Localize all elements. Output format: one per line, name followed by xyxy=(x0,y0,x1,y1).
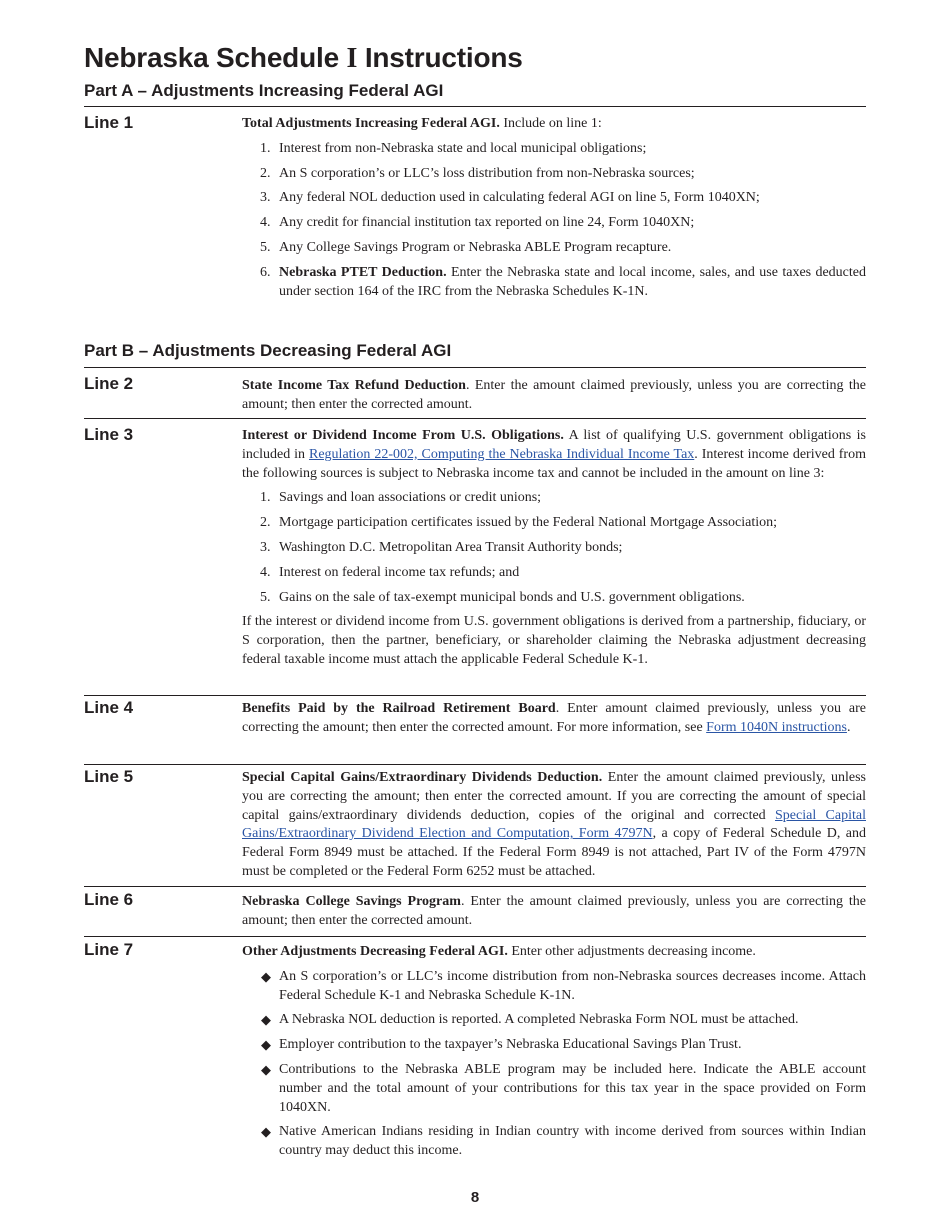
line-3-body: Interest or Dividend Income From U.S. Obligations. A list of qualifying U.S. government obligations is included in Regulation 22-002, Computing the Nebraska Individual Income Tax. Interest income derived from the following sources is subject to Nebraska income tax and cannot be included in the amount on line 3: 1. Savings and loan associations or credit unions; 2. Mortgage participation certificates issued by the Federal National Mortgage Association; 3. Washington D.C. Metropolitan Area Transit Authority bonds; 4. Interest on federal income tax refunds; and 5. Gains on the sale of tax-exempt municipal bonds and U.S. government obligations. If the interest or dividend income from U.S. government obligations is derived from a partnership, fiduciary, or S corporation, then the partner, beneficiary, or shareholder claiming the Nebraska adjustment decreasing federal taxable income must attach the applicable Federal Schedule K-1. xyxy=(242,428,866,667)
line-3-label: Line 3 xyxy=(84,425,134,444)
list-item: 3. Washington D.C. Metropolitan Area Transit Authority bonds; xyxy=(260,539,623,555)
diamond-bullet-icon: ◆ xyxy=(261,1124,271,1140)
list-item: 6. Nebraska PTET Deduction. Enter the Nebraska state and local income, sales, and use taxes deducted under section 164 of the IRC from the Nebraska Schedules K-1N. xyxy=(260,264,867,299)
part-a-rule xyxy=(84,106,866,107)
line-7-body: Other Adjustments Decreasing Federal AGI. Enter other adjustments decreasing income. ◆ An S corporation’s or LLC’s income distribution from non-Nebraska sources decreases income. Attach Federal Schedule K-1 and Nebraska Schedule K-1N. ◆ A Nebraska NOL deduction is reported. A completed Nebraska Form NOL must be attached. ◆ Employer contribution to the taxpayer’s Nebraska Educational Savings Plan Trust. ◆ Contributions to the Nebraska ABLE program may be included here. Indicate the ABLE account number and the total amount of your contributions for this tax year in the space provided on Form 1040XN. ◆ Native American Indians residing in Indian country with income derived from sources within Indian country may deduct this income. xyxy=(242,943,866,1167)
diamond-bullet-icon: ◆ xyxy=(261,1037,271,1053)
page-number: 8 xyxy=(470,1189,480,1206)
page-title: Nebraska Schedule I Instructions xyxy=(84,42,523,74)
line-1-label: Line 1 xyxy=(84,113,134,132)
line-6-label: Line 6 xyxy=(84,890,134,909)
list-item: 2. An S corporation’s or LLC’s loss distribution from non-Nebraska sources; xyxy=(260,165,695,181)
list-item: 3. Any federal NOL deduction used in calculating federal AGI on line 5, Form 1040XN; xyxy=(260,190,760,206)
list-item: 2. Mortgage participation certificates issued by the Federal National Mortgage Association; xyxy=(260,515,778,531)
diamond-bullet-icon: ◆ xyxy=(261,1061,271,1077)
list-item: ◆ Native American Indians residing in Indian country with income derived from sources within Indian country may deduct this income. xyxy=(261,1124,866,1159)
list-item: ◆ Contributions to the Nebraska ABLE program may be included here. Indicate the ABLE account number and the total amount of your contributions for this tax year in the space provided on Form 1040XN. xyxy=(261,1061,866,1115)
list-item: 1. Interest from non-Nebraska state and local municipal obligations; xyxy=(260,140,647,156)
line-divider xyxy=(84,695,866,696)
list-item: 4. Any credit for financial institution tax reported on line 24, Form 1040XN; xyxy=(260,215,695,231)
form-1040n-instructions-link[interactable]: Form 1040N instructions xyxy=(706,719,847,735)
list-item: ◆ Employer contribution to the taxpayer’s Nebraska Educational Savings Plan Trust. xyxy=(242,1036,866,1055)
form-4797n-link[interactable]: Special Capital Gains/Extraordinary Dividend Election and Computation, Form 4797N xyxy=(242,807,866,842)
list-item: 5. Gains on the sale of tax-exempt municipal bonds and U.S. government obligations. xyxy=(260,589,745,605)
line-divider xyxy=(84,418,866,419)
diamond-bullet-icon: ◆ xyxy=(261,1012,271,1028)
line-6-body: Nebraska College Savings Program. Enter the amount claimed previously, unless you are correcting the amount; then enter the corrected amount. xyxy=(242,894,866,928)
line-2-label: Line 2 xyxy=(84,374,134,393)
line-2-body: State Income Tax Refund Deduction. Enter the amount claimed previously, unless you are correcting the amount; then enter the corrected amount. xyxy=(242,378,867,412)
list-item: 5. Any College Savings Program or Nebraska ABLE Program recapture. xyxy=(260,239,672,255)
line-7-label: Line 7 xyxy=(84,940,134,959)
regulation-22-002-link[interactable]: Regulation 22-002, Computing the Nebraska Individual Income Tax xyxy=(309,446,695,462)
line-divider xyxy=(84,764,866,765)
list-item: ◆ An S corporation’s or LLC’s income distribution from non-Nebraska sources decreases income. Attach Federal Schedule K-1 and Nebraska Schedule K-1N. xyxy=(261,968,866,1003)
line-1-body: Total Adjustments Increasing Federal AGI. Include on line 1: 1. Interest from non-Nebraska state and local municipal obligations; 2. An S corporation’s or LLC’s loss distribution from non-Nebraska sources; 3. Any federal NOL deduction used in calculating federal AGI on line 5, Form 1040XN; 4. Any credit for financial institution tax reported on line 24, Form 1040XN; 5. Any College Savings Program or Nebraska ABLE Program recapture. 6. Nebraska PTET Deduction. Enter the Nebraska state and local income, sales, and use taxes deducted under section 164 of the IRC from the Nebraska Schedules K-1N. xyxy=(242,115,866,307)
line-divider xyxy=(84,886,866,887)
line-5-label: Line 5 xyxy=(84,767,134,786)
part-b-heading: Part B – Adjustments Decreasing Federal AGI xyxy=(84,341,452,360)
list-item: 1. Savings and loan associations or credit unions; xyxy=(260,490,542,506)
list-item: ◆ A Nebraska NOL deduction is reported. A completed Nebraska Form NOL must be attached. xyxy=(242,1011,866,1030)
part-b-rule xyxy=(84,367,866,368)
diamond-bullet-icon: ◆ xyxy=(261,968,271,984)
line-4-label: Line 4 xyxy=(84,698,134,717)
line-5-body: Special Capital Gains/Extraordinary Dividends Deduction. Enter the amount claimed previously, unless you are correcting the amount; then enter the corrected amount. If you are correcting the amount of special capital gains/extraordinary dividends deduction, copies of the original and corrected Special Capital Gains/Extraordinary Dividend Election and Computation, Form 4797N, a copy of Federal Schedule D, and Federal Form 8949 must be attached. If the Federal Form 8949 is not attached, Part IV of the Form 4797N must be completed or the Federal Form 6252 must be attached. xyxy=(242,770,867,879)
line-4-body: Benefits Paid by the Railroad Retirement Board. Enter amount claimed previously, unless you are correcting the amount; then enter the corrected amount. For more information, see Form 1040N instructions. xyxy=(242,701,867,735)
line-divider xyxy=(84,936,866,937)
part-a-heading: Part A – Adjustments Increasing Federal AGI xyxy=(84,81,444,100)
list-item: 4. Interest on federal income tax refunds; and xyxy=(260,564,520,580)
